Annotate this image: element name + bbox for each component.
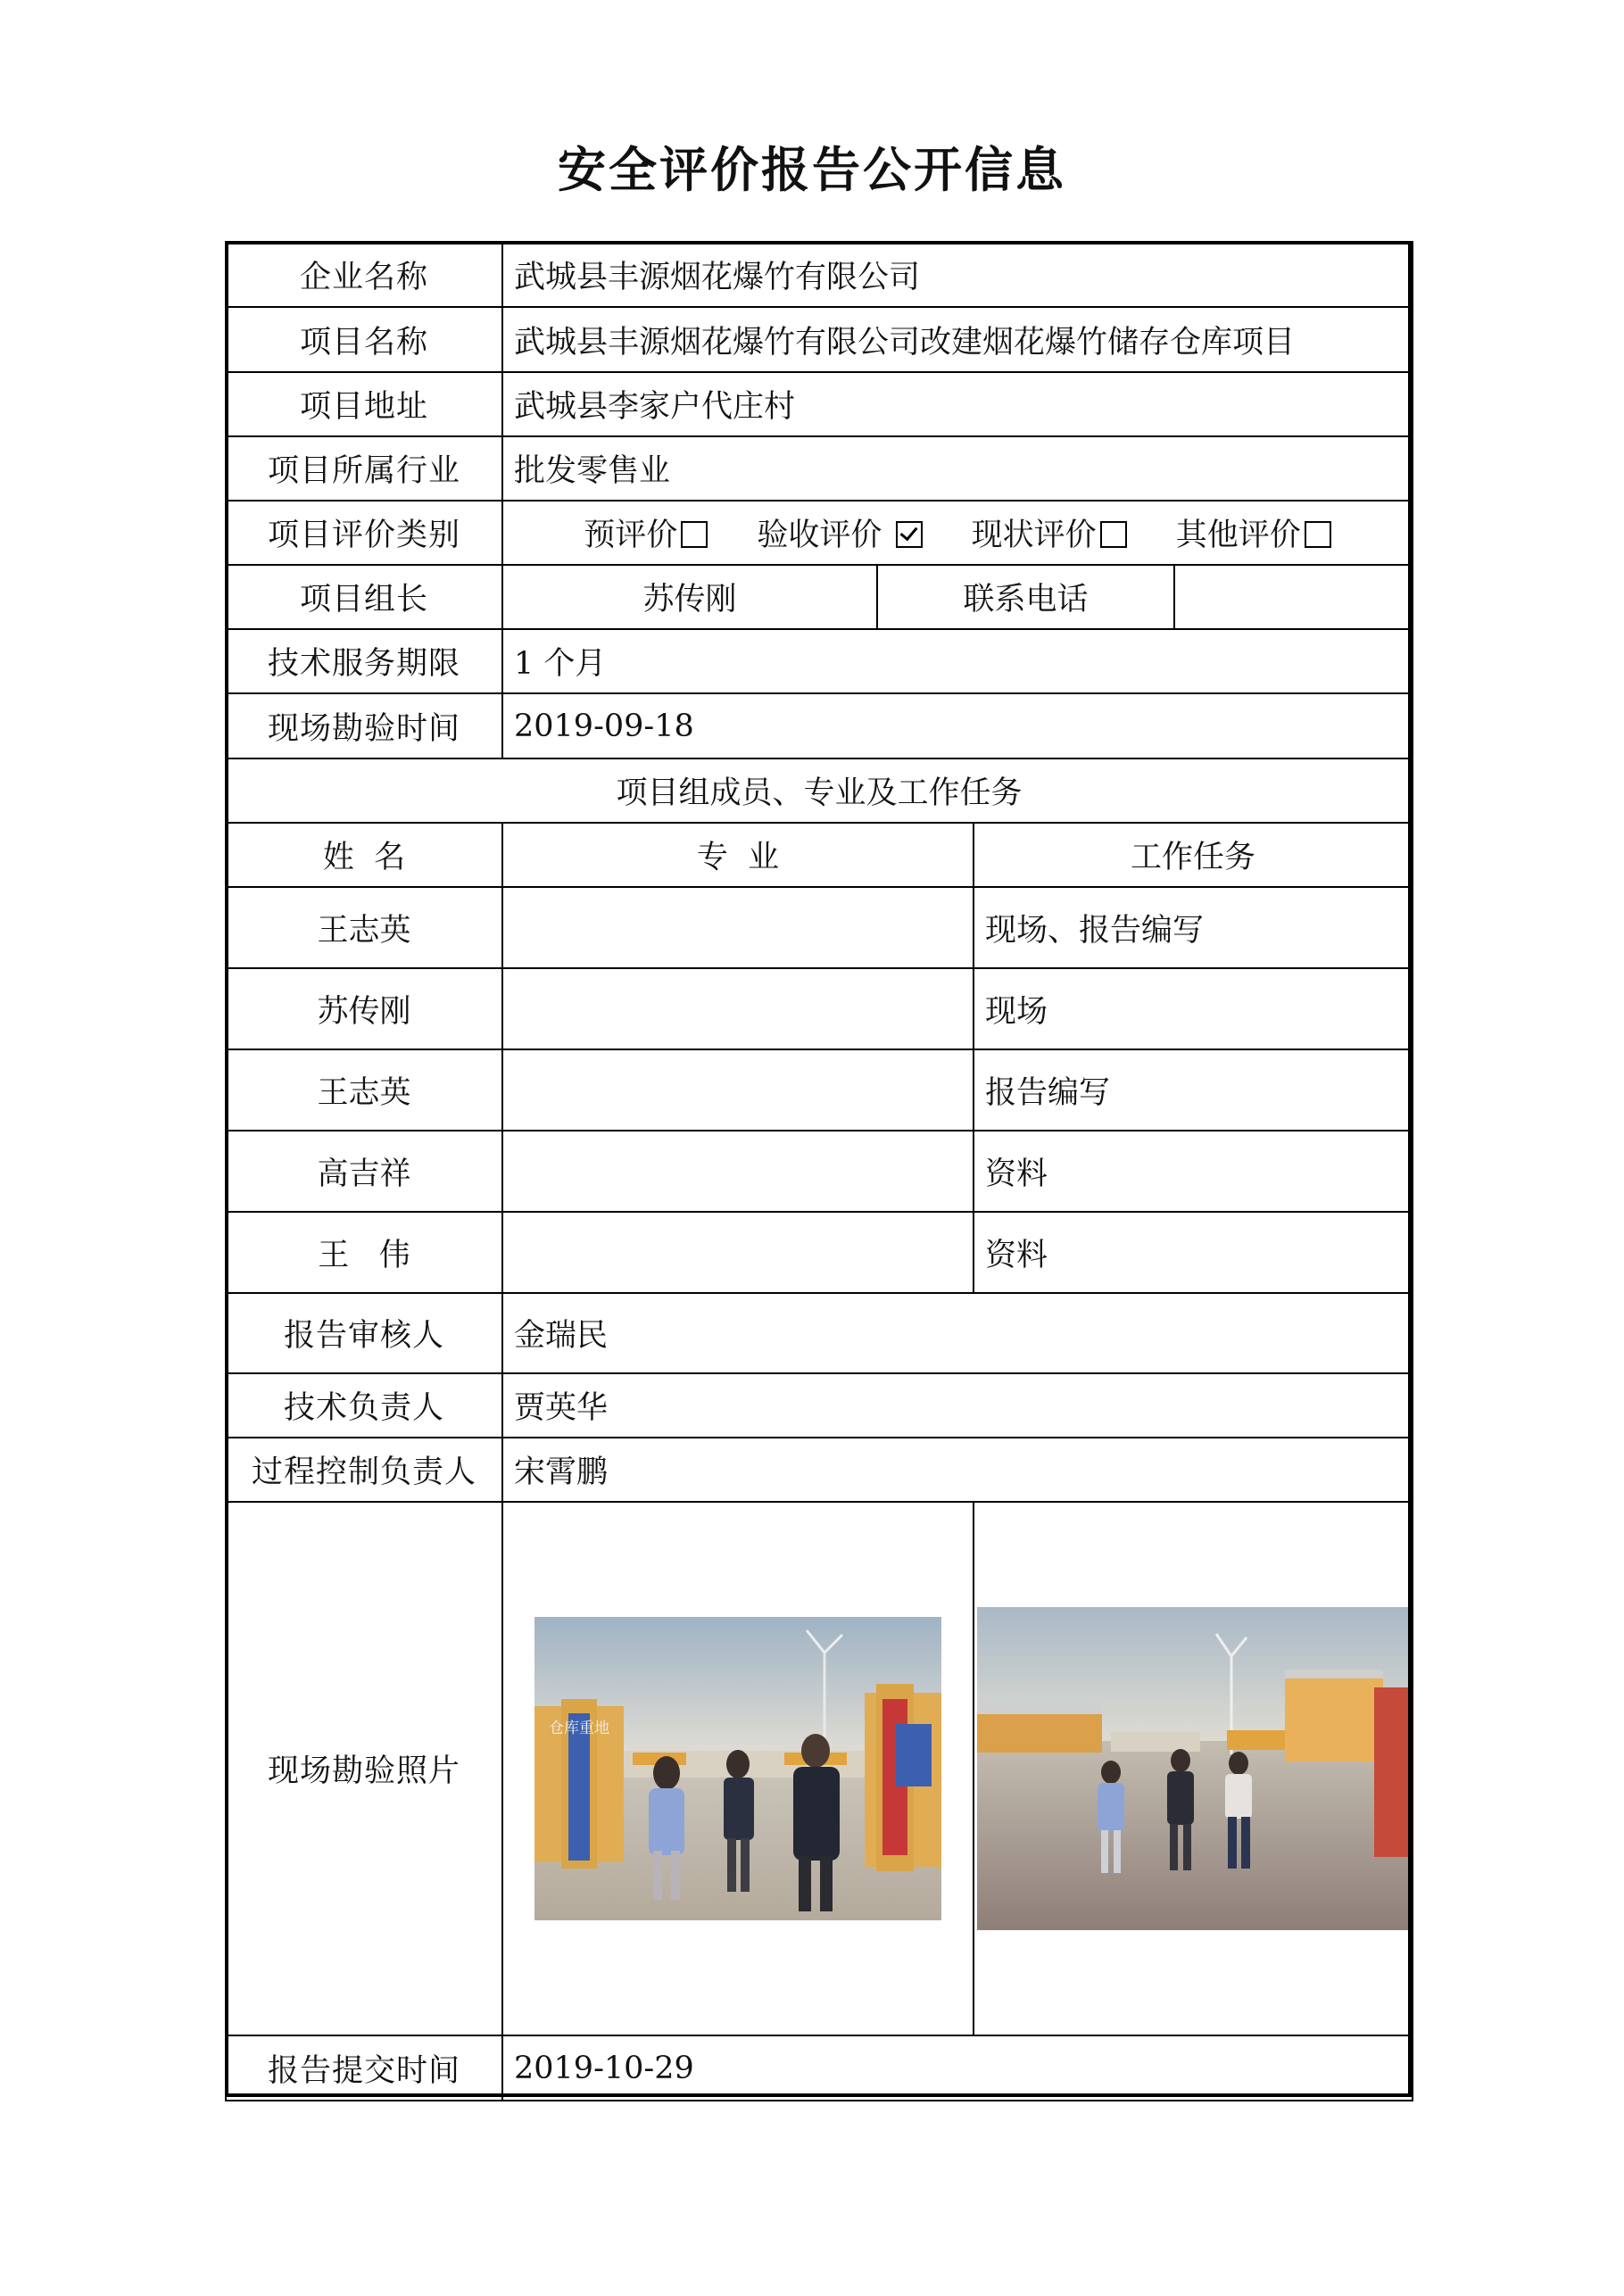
category-label: 项目评价类别 <box>226 501 502 565</box>
project-label: 项目名称 <box>226 307 502 372</box>
address-label: 项目地址 <box>226 372 502 436</box>
member-task: 现场 <box>974 968 1413 1049</box>
survey-date-label: 现场勘验时间 <box>226 693 502 758</box>
member-name: 王 伟 <box>226 1212 502 1293</box>
process-lead-label: 过程控制负责人 <box>226 1438 502 1502</box>
member-name: 王志英 <box>226 1049 502 1131</box>
member-name: 高吉祥 <box>226 1131 502 1212</box>
header-name: 姓 名 <box>226 823 502 887</box>
reviewer-value: 金瑞民 <box>502 1293 1413 1373</box>
tech-lead-label: 技术负责人 <box>226 1373 502 1438</box>
leader-value: 苏传刚 <box>502 565 877 629</box>
tech-lead-value: 贾英华 <box>502 1373 1413 1438</box>
category-option-label: 现状评价 <box>971 518 1097 553</box>
member-task: 资料 <box>974 1212 1413 1293</box>
industry-label: 项目所属行业 <box>226 436 502 501</box>
leader-label: 项目组长 <box>226 565 502 629</box>
member-name: 王志英 <box>226 887 502 968</box>
submit-value: 2019-10-29 <box>502 2035 1413 2101</box>
project-value: 武城县丰源烟花爆竹有限公司改建烟花爆竹储存仓库项目 <box>502 307 1413 372</box>
members-section-title: 项目组成员、专业及工作任务 <box>226 758 1413 823</box>
company-label: 企业名称 <box>226 242 502 307</box>
member-name: 苏传刚 <box>226 968 502 1049</box>
period-value: 1 个月 <box>502 629 1413 693</box>
member-task: 现场、报告编写 <box>974 887 1413 968</box>
page-title: 安全评价报告公开信息 <box>558 142 1066 198</box>
sign-char: 仓库重地 <box>549 1720 609 1737</box>
category-option-label: 预评价 <box>584 518 678 553</box>
company-value: 武城县丰源烟花爆竹有限公司 <box>502 242 1413 307</box>
member-task: 资料 <box>974 1131 1413 1212</box>
category-option-label: 验收评价 <box>757 518 882 553</box>
photos-label: 现场勘验照片 <box>226 1502 502 2035</box>
table-outer-border <box>225 241 1412 2097</box>
header-task: 工作任务 <box>974 823 1413 887</box>
industry-value: 批发零售业 <box>502 436 1413 501</box>
period-label: 技术服务期限 <box>226 629 502 693</box>
process-lead-value: 宋霄鹏 <box>502 1438 1413 1502</box>
address-value: 武城县李家户代庄村 <box>502 372 1413 436</box>
header-major: 专 业 <box>502 823 974 887</box>
reviewer-label: 报告审核人 <box>226 1293 502 1373</box>
phone-label: 联系电话 <box>877 565 1174 629</box>
survey-date-value: 2019-09-18 <box>502 693 1413 758</box>
submit-label: 报告提交时间 <box>226 2035 502 2101</box>
member-task: 报告编写 <box>974 1049 1413 1131</box>
category-option-label: 其他评价 <box>1175 518 1301 553</box>
